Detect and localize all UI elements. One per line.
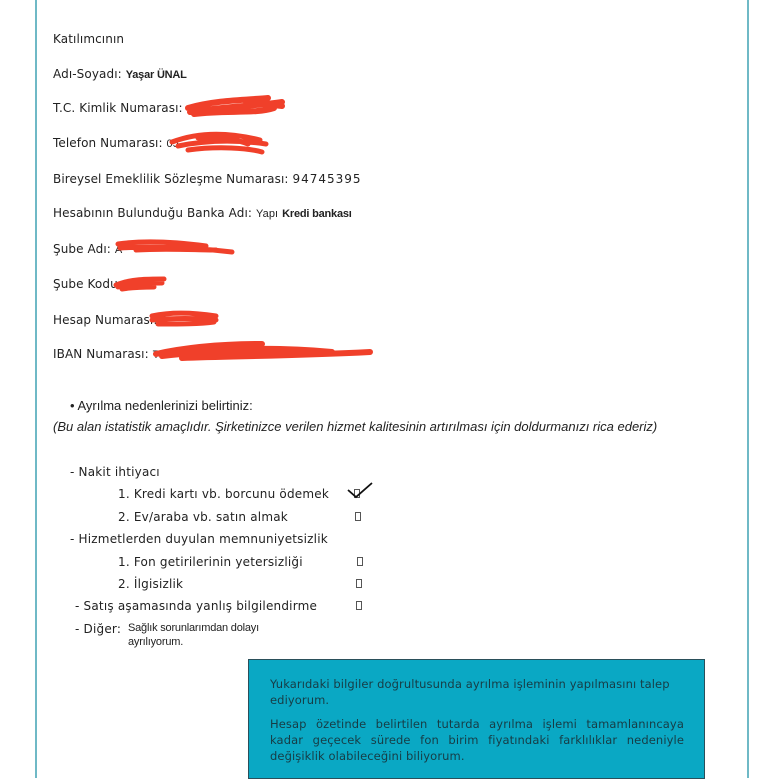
reasons-note: (Bu alan istatistik amaçlıdır. Şirketinizce verilen hizmet kalitesinin artırılması için doldurmanızı rica ederiz) [53,419,658,434]
reason-indifference-checkbox[interactable] [356,579,362,588]
reason-other-value-line2: ayrılıyorum. [128,636,184,648]
field-phone [53,136,179,150]
reasons-title: • Ayrılma nedenlerinizi belirtiniz: [70,398,253,413]
field-phone-label: Telefon Numarası: [53,136,163,150]
field-bank-name-prefix: Yapı [255,208,279,220]
reason-other-value [128,621,259,649]
field-tc-id-label: T.C. Kimlik Numarası: [53,101,183,115]
field-branch-name [53,242,122,256]
declaration-paragraph-2: Hesap özetinde belirtilen tutarda ayrılma işlemi tamamlanıncaya kadar geçecek sürede fon birim fiyatındaki farklılıklar nedeniyle değişiklik olabileceğini biliyorum. [270,717,684,763]
reason-low-returns-checkbox[interactable] [357,557,363,566]
reason-group-cash-need: - Nakit ihtiyacı [70,465,160,479]
reason-buy-house-car-checkbox[interactable] [355,512,361,521]
field-branch-code [53,277,122,291]
field-iban-value: TR [152,349,168,361]
reason-credit-card-debt-label: 1. Kredi kartı vb. borcunu ödemek [118,487,329,501]
reason-low-returns-label: 1. Fon getirilerinin yetersizliği [118,555,303,569]
reason-indifference-label: 2. İlgisizlik [118,577,184,591]
field-bank-name [53,206,352,220]
section-title: Katılımcının [53,32,125,46]
field-name [53,67,187,81]
reason-other-label: - Diğer: [75,622,122,636]
declaration-box [248,659,705,779]
field-bank-name-label: Hesabının Bulunduğu Banka Adı: [53,206,253,220]
field-account-number-label: Hesap Numarası: [53,313,158,327]
reason-other-value-line1: Sağlık sorunlarımdan dolayı [128,622,259,634]
field-contract-number-label: Bireysel Emeklilik Sözleşme Numarası: [53,172,289,186]
declaration-paragraph-1: Yukarıdaki bilgiler doğrultusunda ayrılma işleminin yapılmasını talep ediyorum. [270,677,670,707]
field-name-label: Adı-Soyadı: [53,67,122,81]
field-branch-name-label: Şube Adı: [53,242,111,256]
field-phone-value: 05 [166,138,179,150]
field-contract-number [53,172,362,186]
reason-misinformation-label: - Satış aşamasında yanlış bilgilendirme [75,599,318,613]
field-branch-name-value: A [114,244,123,256]
checkmark-icon [346,481,374,501]
field-contract-number-value: 94745395 [292,172,362,186]
field-branch-code-label: Şube Kodu: [53,277,122,291]
reason-group-dissatisfaction: - Hizmetlerden duyulan memnuniyetsizlik [70,532,328,546]
reason-misinformation-checkbox[interactable] [356,601,362,610]
field-account-number-value: 3 [161,315,168,327]
field-iban-label: IBAN Numarası: [53,347,149,361]
field-iban [53,347,168,361]
reason-buy-house-car-label: 2. Ev/araba vb. satın almak [118,510,288,524]
field-name-value: Yaşar ÜNAL [125,69,187,81]
field-bank-name-value: Kredi bankası [282,208,352,220]
field-account-number [53,313,168,327]
field-tc-id [53,101,183,115]
